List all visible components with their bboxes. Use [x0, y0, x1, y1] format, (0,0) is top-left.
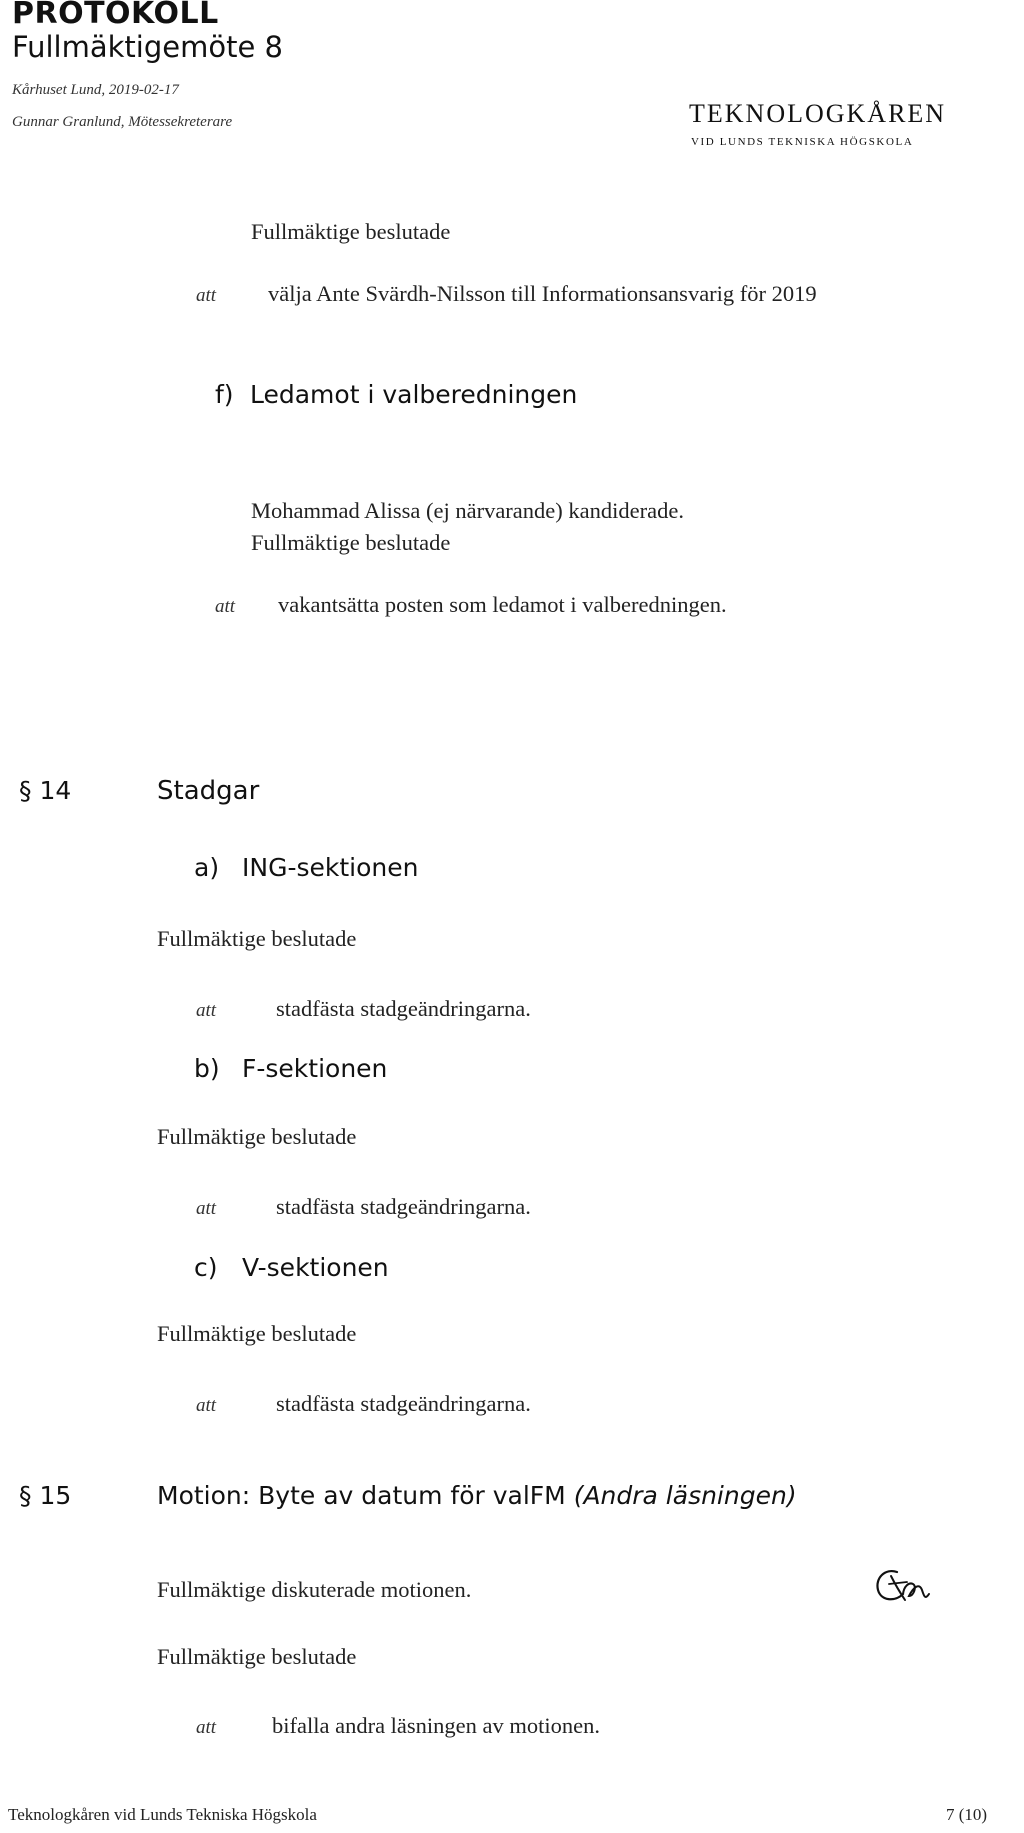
- att-marker: att: [215, 596, 236, 617]
- decision-text: välja Ante Svärdh-Nilsson till Informationsansvarig för 2019: [268, 281, 817, 306]
- section-heading-note: (Andra läsningen): [573, 1481, 797, 1510]
- signature-initials-icon: [873, 1564, 931, 1608]
- decision-text: stadfästa stadgeändringarna.: [276, 1391, 531, 1416]
- section-number: § 14: [19, 776, 72, 805]
- org-name: TEKNOLOGKÅREN: [689, 99, 947, 128]
- att-marker: att: [196, 1395, 217, 1416]
- item-heading: F-sektionen: [242, 1054, 388, 1083]
- item-label-a: a): [194, 853, 220, 882]
- decision-line: Fullmäktige beslutade: [251, 530, 451, 555]
- doc-subtitle: Fullmäktigemöte 8: [12, 30, 283, 64]
- decision-line: Fullmäktige beslutade: [157, 926, 357, 951]
- item-label-c: c): [194, 1253, 218, 1282]
- section-number: § 15: [19, 1481, 72, 1510]
- section-heading: [157, 1481, 797, 1510]
- location-date: Kårhuset Lund, 2019-02-17: [12, 82, 179, 98]
- section-heading: Stadgar: [157, 776, 260, 806]
- item-heading: Ledamot i valberedningen: [250, 380, 578, 409]
- decision-text: stadfästa stadgeändringarna.: [276, 1194, 531, 1219]
- att-marker: att: [196, 1717, 217, 1738]
- decision-line: Fullmäktige beslutade: [157, 1321, 357, 1346]
- decision-text: bifalla andra läsningen av motionen.: [272, 1713, 601, 1738]
- author-line: Gunnar Granlund, Mötessekreterare: [12, 114, 233, 130]
- discussion-line: Fullmäktige diskuterade motionen.: [157, 1577, 472, 1602]
- item-label-b: b): [194, 1054, 220, 1083]
- decision-line: Fullmäktige beslutade: [157, 1644, 357, 1669]
- decision-line: Fullmäktige beslutade: [251, 219, 451, 244]
- section-heading-main: Motion: Byte av datum för valFM: [157, 1481, 566, 1510]
- decision-text: vakantsätta posten som ledamot i valberedningen.: [278, 592, 727, 617]
- att-marker: att: [196, 1198, 217, 1219]
- decision-text: stadfästa stadgeändringarna.: [276, 996, 531, 1021]
- att-marker: att: [196, 1000, 217, 1021]
- org-subname: VID LUNDS TEKNISKA HÖGSKOLA: [691, 136, 914, 148]
- att-marker: att: [196, 285, 217, 306]
- page-number: 7 (10): [946, 1805, 988, 1824]
- decision-line: Fullmäktige beslutade: [157, 1124, 357, 1149]
- doc-title: PROTOKOLL: [12, 0, 219, 31]
- candidate-note: Mohammad Alissa (ej närvarande) kandiderade.: [251, 498, 684, 523]
- item-heading: V-sektionen: [242, 1253, 389, 1282]
- footer-org: Teknologkåren vid Lunds Tekniska Högskola: [8, 1805, 317, 1824]
- item-heading: ING-sektionen: [242, 853, 419, 882]
- item-label-f: f): [215, 380, 234, 409]
